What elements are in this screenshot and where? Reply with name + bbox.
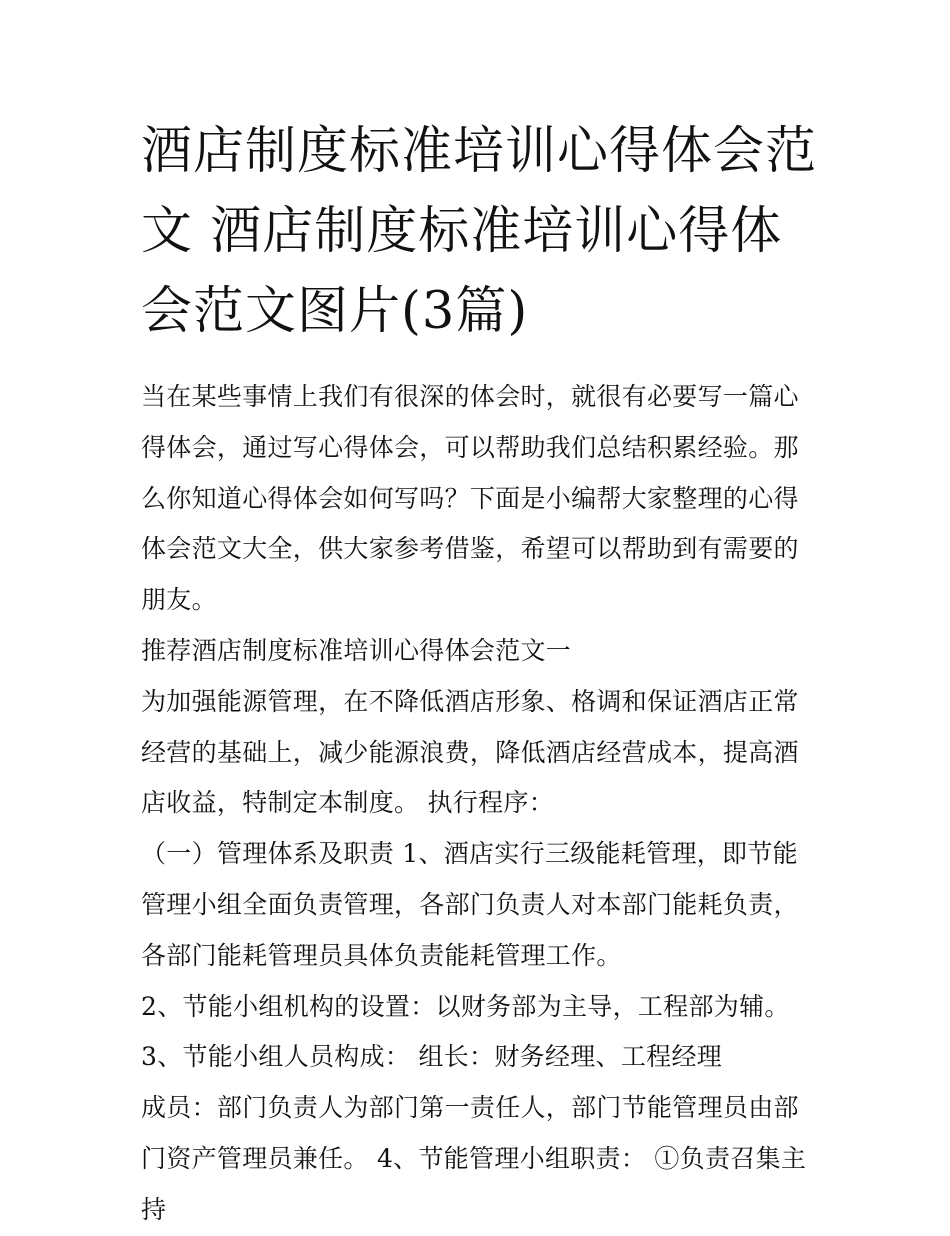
intro-paragraph: 当在某些事情上我们有很深的体会时，就很有必要写一篇心得体会，通过写心得体会，可以帮助我们总结积累经验。那么你知道心得体会如何写吗？下面是小编帮大家整理的心得体会范文大全，供大家参考借鉴，希望可以帮助到有需要的朋友。 (141, 382, 799, 615)
body-paragraph: （一）管理体系及职责 1、酒店实行三级能耗管理，即节能管理小组全面负责管理，各部门负责人对本部门能耗负责，各部门能耗管理员具体负责能耗管理工作。 (141, 839, 799, 970)
document-body (141, 372, 821, 1236)
body-paragraph: 3、节能小组人员构成： 组长：财务经理、工程经理 (141, 1042, 723, 1072)
body-paragraph: 2、节能小组机构的设置：以财务部为主导，工程部为辅。 (141, 991, 790, 1021)
body-paragraph: 成员：部门负责人为部门第一责任人，部门节能管理员由部门资产管理员兼任。 4、节能管理小组职责： ①负责召集主持 (141, 1093, 807, 1224)
document-title: 酒店制度标准培训心得体会范文 酒店制度标准培训心得体会范文图片(3篇) (141, 122, 818, 341)
section-heading: 推荐酒店制度标准培训心得体会范文一 (141, 635, 572, 665)
document-page (141, 112, 821, 1236)
body-paragraph: 为加强能源管理，在不降低酒店形象、格调和保证酒店正常经营的基础上，减少能源浪费，降低酒店经营成本，提高酒店收益，特制定本制度。 执行程序： (141, 686, 799, 818)
